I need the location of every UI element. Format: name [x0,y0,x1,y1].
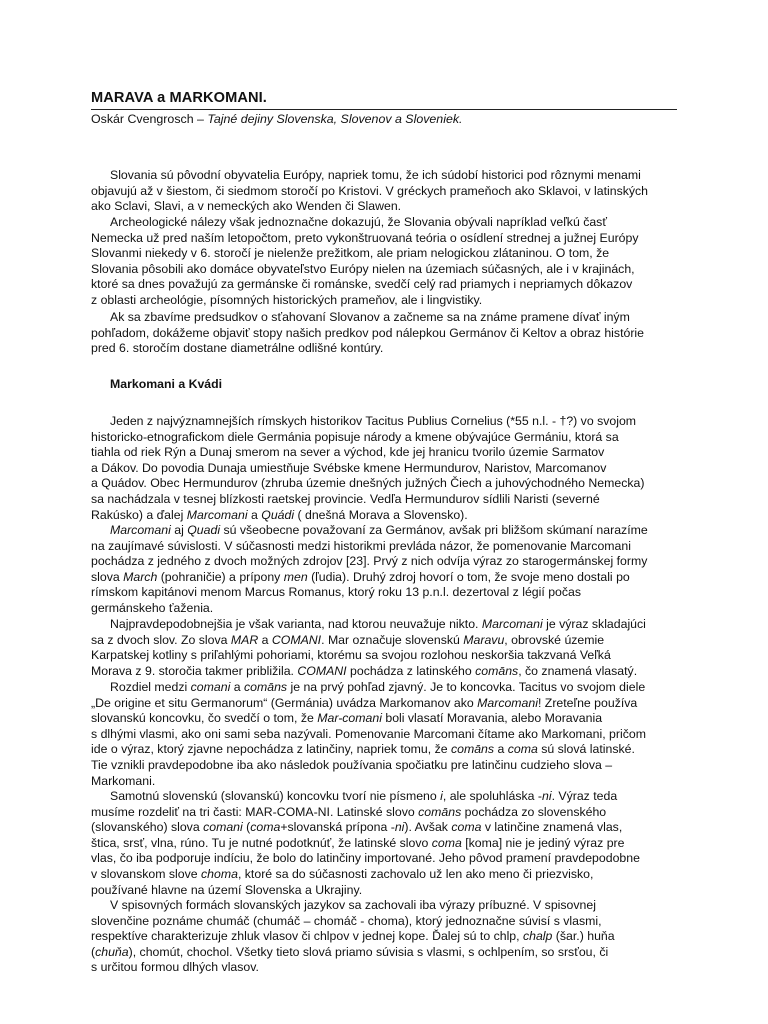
byline [91,112,462,126]
text-span: Rakúsko) a ďalej [91,507,187,522]
text-span: v slovanskom slove [91,866,202,881]
paragraph-5 [91,523,691,617]
text-span: boli vlasatí Moravania, alebo Moravania [381,711,603,726]
text-span: (slovanského) slova [91,820,204,835]
text-line: ktoré sa dnes považujú za germánske či románske, svedčí celý rad priamych i nepriamych dôkazov [91,277,633,292]
text-italic: men [283,569,308,584]
text-line [91,742,691,758]
paragraph-6 [91,617,691,679]
byline-work: Tajné dejiny Slovenska, Slovenov a Sloveniek. [207,112,463,126]
text-span: +slovanská prípona - [280,820,395,835]
text-span: štica, srsť, vlna, rúno. Tu je nutné podotknúť, že latinské slovo [91,835,432,850]
text-span: respektíve charakterizuje zhluk vlasov či chlpov v jednej kope. Ďalej sú to chlp, [91,929,523,944]
text-span: a [494,742,508,757]
text-italic: chuňa [95,944,129,959]
text-span: musíme rozdeliť na tri časti: MAR-COMA-NI. Latinské slovo [91,804,419,819]
text-italic: Maravu [463,632,505,647]
text-line: Nemecka už pred naším letopočtom, preto vykonštruovaná teória o osídlení strednej a južnej Európy [91,230,639,245]
text-span: je na prvý pohľad zjavný. Je to koncovka. Tacitus vo svojom diele [287,680,646,694]
text-span: pochádza zo slovenského [461,804,607,819]
text-italic: ni [541,789,552,803]
text-italic: i [440,789,443,803]
text-span: pochádza z latinského [346,663,476,678]
text-span: a [230,680,244,694]
paragraph-2 [91,215,691,309]
paragraph-3 [91,310,691,357]
text-line [91,617,691,633]
text-span: , čo znamená vlasatý. [518,663,638,678]
text-line: pochádza z jedného z dvoch možných zdrojov [23]. Prvý z nich odvíja výraz zo starogermánskej formy [91,554,648,569]
text-span: sú slová latinské. [537,742,635,757]
text-line [91,633,691,649]
text-span: slovanskú koncovku, čo svedčí o tom, že [91,711,318,726]
text-span: ide o výraz, ktorý zjavne nepochádza z latinčiny, napriek tomu, že [91,742,451,757]
text-line [91,820,691,836]
text-line [91,929,691,945]
text-line: na zaujímavé súvislosti. V súčasnosti medzi historikmi prevláda názor, že pomenovanie Marcomani [91,538,631,553]
text-italic: Mar-comani [317,711,382,726]
text-span: ( dnešná Morava a Slovensko). [294,507,468,522]
text-span: je výraz skladajúci [542,617,646,631]
text-span: Rozdiel medzi [110,680,191,694]
title-rule [91,109,677,110]
text-span: (pohraničie) a prípony [157,569,284,584]
text-line: pohľadom, dokážeme objaviť stopy našich predkov pod nálepkou Germánov či Keltov a obraz histórie [91,325,644,340]
text-line: s dlhými vlasmi, ako oni sami seba nazývali. Pomenovanie Marcomani čítame ako Markomani, pričom [91,726,646,741]
text-line: germánskeho ťaženia. [91,600,214,615]
text-line: Ak sa zbavíme predsudkov o sťahovaní Slovanov a začneme sa na známe pramene dívať iným [110,310,630,324]
text-span: . Výraz teda [551,789,618,803]
text-line: ako Sclavi, Slavi, a v nemeckých ako Wenden či Slawen. [91,199,402,214]
text-line: V spisovných formách slovanských jazykov sa zachovali iba výrazy príbuzné. V spisovnej [110,898,596,912]
text-span: aj [170,523,188,537]
text-italic: Quadi [187,523,221,537]
text-italic: COMANI [297,663,347,678]
text-italic: Marcomani [110,523,171,537]
text-span: , obrovské územie [504,632,605,647]
text-italic: comani [190,680,231,694]
document-title: MARAVA a MARKOMANI. [91,90,267,106]
text-line: a Dákov. Do povodia Dunaja umiestňuje Svébske kmene Hermundurov, Naristov, Marcomanov [91,460,607,475]
text-span: v latinčine znamená vlas, [481,820,623,835]
paragraph-7 [91,680,691,789]
text-line: Slovania pôsobili ako domáce obyvateľstvo Európy nielen na územiach súčasných, ale i v krajinách, [91,261,635,276]
text-italic: comani [203,820,243,835]
text-span: sú všeobecne považovaní za Germánov, avšak pri bližšom skúmaní narazíme [220,523,648,537]
text-line [91,867,691,883]
text-italic: MAR [230,632,259,647]
text-line: Jeden z najvýznamnejších rímskych historikov Tacitus Publius Cornelius (*55 n.l. - †?) vo svojom [110,414,637,428]
text-span: ! Zreteľne používa [537,695,638,710]
text-span: a [258,632,272,647]
text-line [91,945,691,961]
text-line: Markomani. [91,773,156,788]
text-line: sa nachádzala v tesnej blízkosti raetskej provincie. Vedľa Hermundurov sídlili Naristi (severné [91,491,600,506]
text-italic: comāns [418,804,462,819]
text-italic: coma [507,742,538,757]
text-span: ). Avšak [404,820,452,835]
text-line: Tie vznikli pravdepodobne iba ako následok používania spočiatku pre latinčinu cudzieho slova – [91,757,613,772]
paragraph-9 [91,898,691,976]
text-line: tiahla od riek Rýn a Dunaj smerom na sever a východ, kde jej hranicu tvorilo územie Sarmatov [91,445,605,460]
text-line [91,664,691,680]
paragraph-4 [91,414,691,523]
text-span: sa z dvoch slov. Zo slova [91,632,231,647]
section-heading: Markomani a Kvádi [110,377,223,391]
text-line: používané hlavne na území Slovenska a Ukrajiny. [91,882,363,897]
byline-author: Oskár Cvengrosch – [91,112,208,126]
text-line [91,523,691,539]
text-line [91,836,691,852]
text-italic: coma [250,820,281,835]
text-span: a [247,507,262,522]
paragraph-1 [91,168,691,215]
text-span: ( [242,820,251,835]
text-line [91,805,691,821]
text-line: slovenčine poznáme chumáč (chumáč – chomáč - choma), ktorý jednoznačne súvisí s vlasmi, [91,913,602,928]
text-line: rímskom kapitánovi menom Marcus Romanus, ktorý roku 13 p.n.l. dezertoval z légií počas [91,585,582,600]
text-span: [koma] nie je jediný výraz pre [461,835,625,850]
text-line [91,789,691,805]
text-line: objavujú až v šiestom, či siedmom storočí po Kristovi. V gréckych prameňoch ako Sklavoi, v latinských [91,183,648,198]
text-span: ( [91,944,96,959]
text-line: z oblasti archeológie, písomných historických prameňov, ale i lingvistiky. [91,292,483,307]
text-line [91,680,691,696]
text-span: (ľudia). Druhý zdroj hovorí o tom, že svoje meno dostali po [307,569,630,584]
text-line: historicko-etnografickom diele Germánia popisuje národy a kmene obývajúce Germániu, ktorá sa [91,429,619,444]
text-line: Slovanmi niekedy v 6. storočí je nielenže prežitkom, ale priam nelogickou zlátaninou. O tom, že [91,246,610,261]
text-line: a Quádov. Obec Hermundurov (zhruba územie dnešných južných Čiech a juhovýchodného Nemecka) [91,476,645,491]
text-span: „De origine et situ Germanorum“ (Germánia) uvádza Markomanov ako [91,695,478,710]
text-span: , ktoré sa do súčasnosti zachovalo už len ako meno či priezvisko, [237,866,594,881]
text-italic: Quádi [261,507,295,522]
text-italic: chalp [522,929,553,944]
text-italic: Marcomani [477,695,538,710]
text-line [91,711,691,727]
text-italic: coma [451,820,482,835]
text-italic: comāns [244,680,288,694]
text-line: pred 6. storočím dostane diametrálne odlišné kontúry. [91,341,384,356]
text-span: . Mar označuje slovenskú [321,632,464,647]
text-line [91,570,691,586]
text-line [91,696,691,712]
text-line [91,508,691,524]
text-italic: coma [431,835,462,850]
text-italic: choma [201,866,238,881]
text-italic: Marcomani [481,617,543,631]
text-span: slova [91,569,124,584]
text-span: Samotnú slovenskú (slovanskú) koncovku tvorí nie písmeno [110,789,441,803]
text-italic: ni [394,820,405,835]
text-italic: comāns [450,742,495,757]
text-span: Najpravdepodobnejšia je však varianta, nad ktorou neuvažuje nikto. [110,617,482,631]
text-italic: comāns [475,663,519,678]
text-span: (šar.) huňa [552,929,615,944]
text-line: s určitou formou dlhých vlasov. [91,960,259,975]
text-italic: COMANI [271,632,322,647]
text-line: Karpatskej kotliny s priľahlými pohoriami, ktorému sa svojou rozlohou neskoršia takzvaná Veľká [91,648,611,663]
paragraph-8 [91,789,691,898]
text-line: Archeologické nálezy však jednoznačne dokazujú, že Slovania obývali napríklad veľkú časť [110,215,607,229]
text-italic: March [123,569,158,584]
text-span: , ale spoluhláska - [442,789,542,803]
text-italic: Marcomani [186,507,248,522]
text-line: vlas, čo iba podporuje indíciu, že bolo do latinčiny importované. Jeho pôvod pramení pravdepodobne [91,851,640,866]
text-span: ), chomút, chochol. Všetky tieto slová priamo súvisia s vlasmi, s ochlpením, so srsťou, či [128,944,609,959]
text-line: Slovania sú pôvodní obyvatelia Európy, napriek tomu, že ich súdobí historici pod rôznymi menami [110,168,641,182]
text-span: Morava z 9. storočia takmer približila. [91,663,298,678]
